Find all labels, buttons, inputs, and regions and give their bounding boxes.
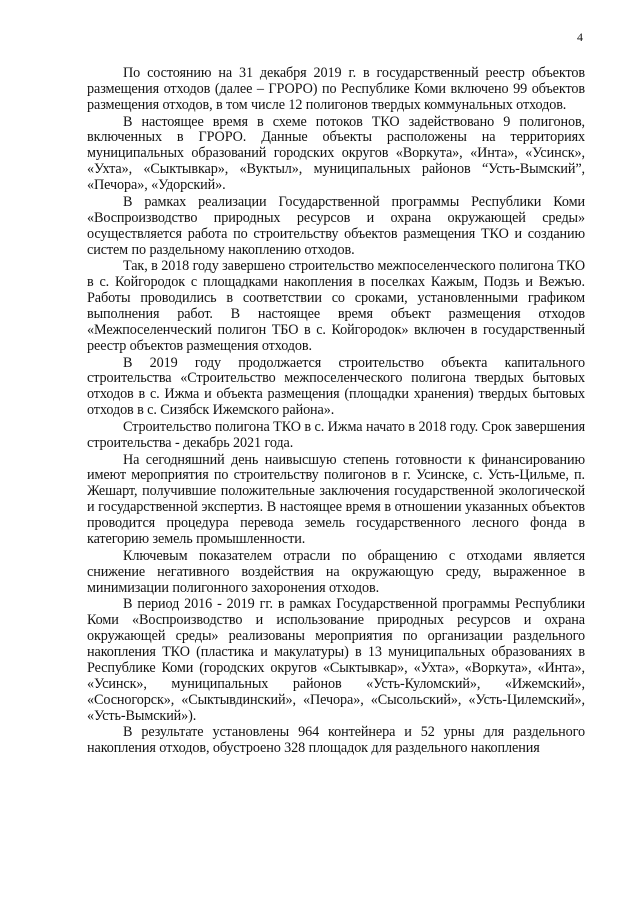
paragraph-1: По состоянию на 31 декабря 2019 г. в государственный реестр объектов размещения отходов (далее – ГРОРО) по Республике Коми включено 99 объектов размещения отходов, в том числе 12 полигонов твердых коммунальных отходов. (87, 65, 585, 113)
document-body (87, 66, 585, 758)
paragraph-7: На сегодняшний день наивысшую степень готовности к финансированию имеют мероприятия по строительству полигонов в г. Усинске, с. Усть-Цильме, п. Жешарт, получившие положительные заключения государственной экологической и государственной экспертиз. В настоящее время в отношении указанных объектов проводится процедура перевода земель государственного лесного фонда в категорию земель промышленности. (87, 451, 585, 548)
page-number: 4 (577, 30, 583, 44)
paragraph-5: В 2019 году продолжается строительство объекта капитального строительства «Строительство межпоселенческого полигона твердых бытовых отходов в с. Ижма и объекта размещения (площадки хранения) твердых бытовых отходов в с. Сизябск Ижемского района». (87, 354, 585, 419)
paragraph-4: Так, в 2018 году завершено строительство межпоселенческого полигона ТКО в с. Койгородок с площадками накопления в поселках Кажым, Подзь и Вежъю. Работы проводились в соответствии со сроками, установленными графиком выполнения работ. В настоящее время объект размещения отходов «Межпоселенческий полигон ТБО в с. Койгородок» включен в государственный реестр объектов размещения отходов. (87, 258, 585, 354)
paragraph-2: В настоящее время в схеме потоков ТКО задействовано 9 полигонов, включенных в ГРОРО. Данные объекты расположены на территориях муниципальных образований городских округов «Воркута», «Инта», «Усинск», «Ухта», «Сыктывкар», «Вуктыл», муниципальных районов “Усть-Вымский”, «Печора», «Удорский». (87, 113, 585, 194)
paragraph-10: В результате установлены 964 контейнера и 52 урны для раздельного накопления отходов, обустроено 328 площадок для раздельного накопления (87, 724, 585, 757)
paragraph-9: В период 2016 - 2019 гг. в рамках Государственной программы Республики Коми «Воспроизводство и использование природных ресурсов и охрана окружающей среды» реализованы мероприятия по организации раздельного накопления ТКО (пластика и макулатуры) в 13 муниципальных образованиях в Республике Коми (городских округов «Сыктывкар», «Ухта», «Воркута», «Инта», «Усинск», муниципальных районов «Усть-Куломский», «Ижемский», «Сосногорск», «Сыктывдинский», «Печора», «Сысольский», «Усть-Цилемский», «Усть-Вымский»). (87, 596, 585, 724)
paragraph-6: Строительство полигона ТКО в с. Ижма начато в 2018 году. Срок завершения строительства - декабрь 2021 года. (87, 418, 585, 451)
paragraph-8: Ключевым показателем отрасли по обращению с отходами является снижение негативного воздействия на окружающую среду, выраженное в минимизации полигонного захоронения отходов. (87, 547, 585, 596)
paragraph-3: В рамках реализации Государственной программы Республики Коми «Воспроизводство природных ресурсов и охрана окружающей среды» осуществляется работа по строительству объектов размещения ТКО и созданию систем по раздельному накоплению отходов. (87, 193, 585, 258)
